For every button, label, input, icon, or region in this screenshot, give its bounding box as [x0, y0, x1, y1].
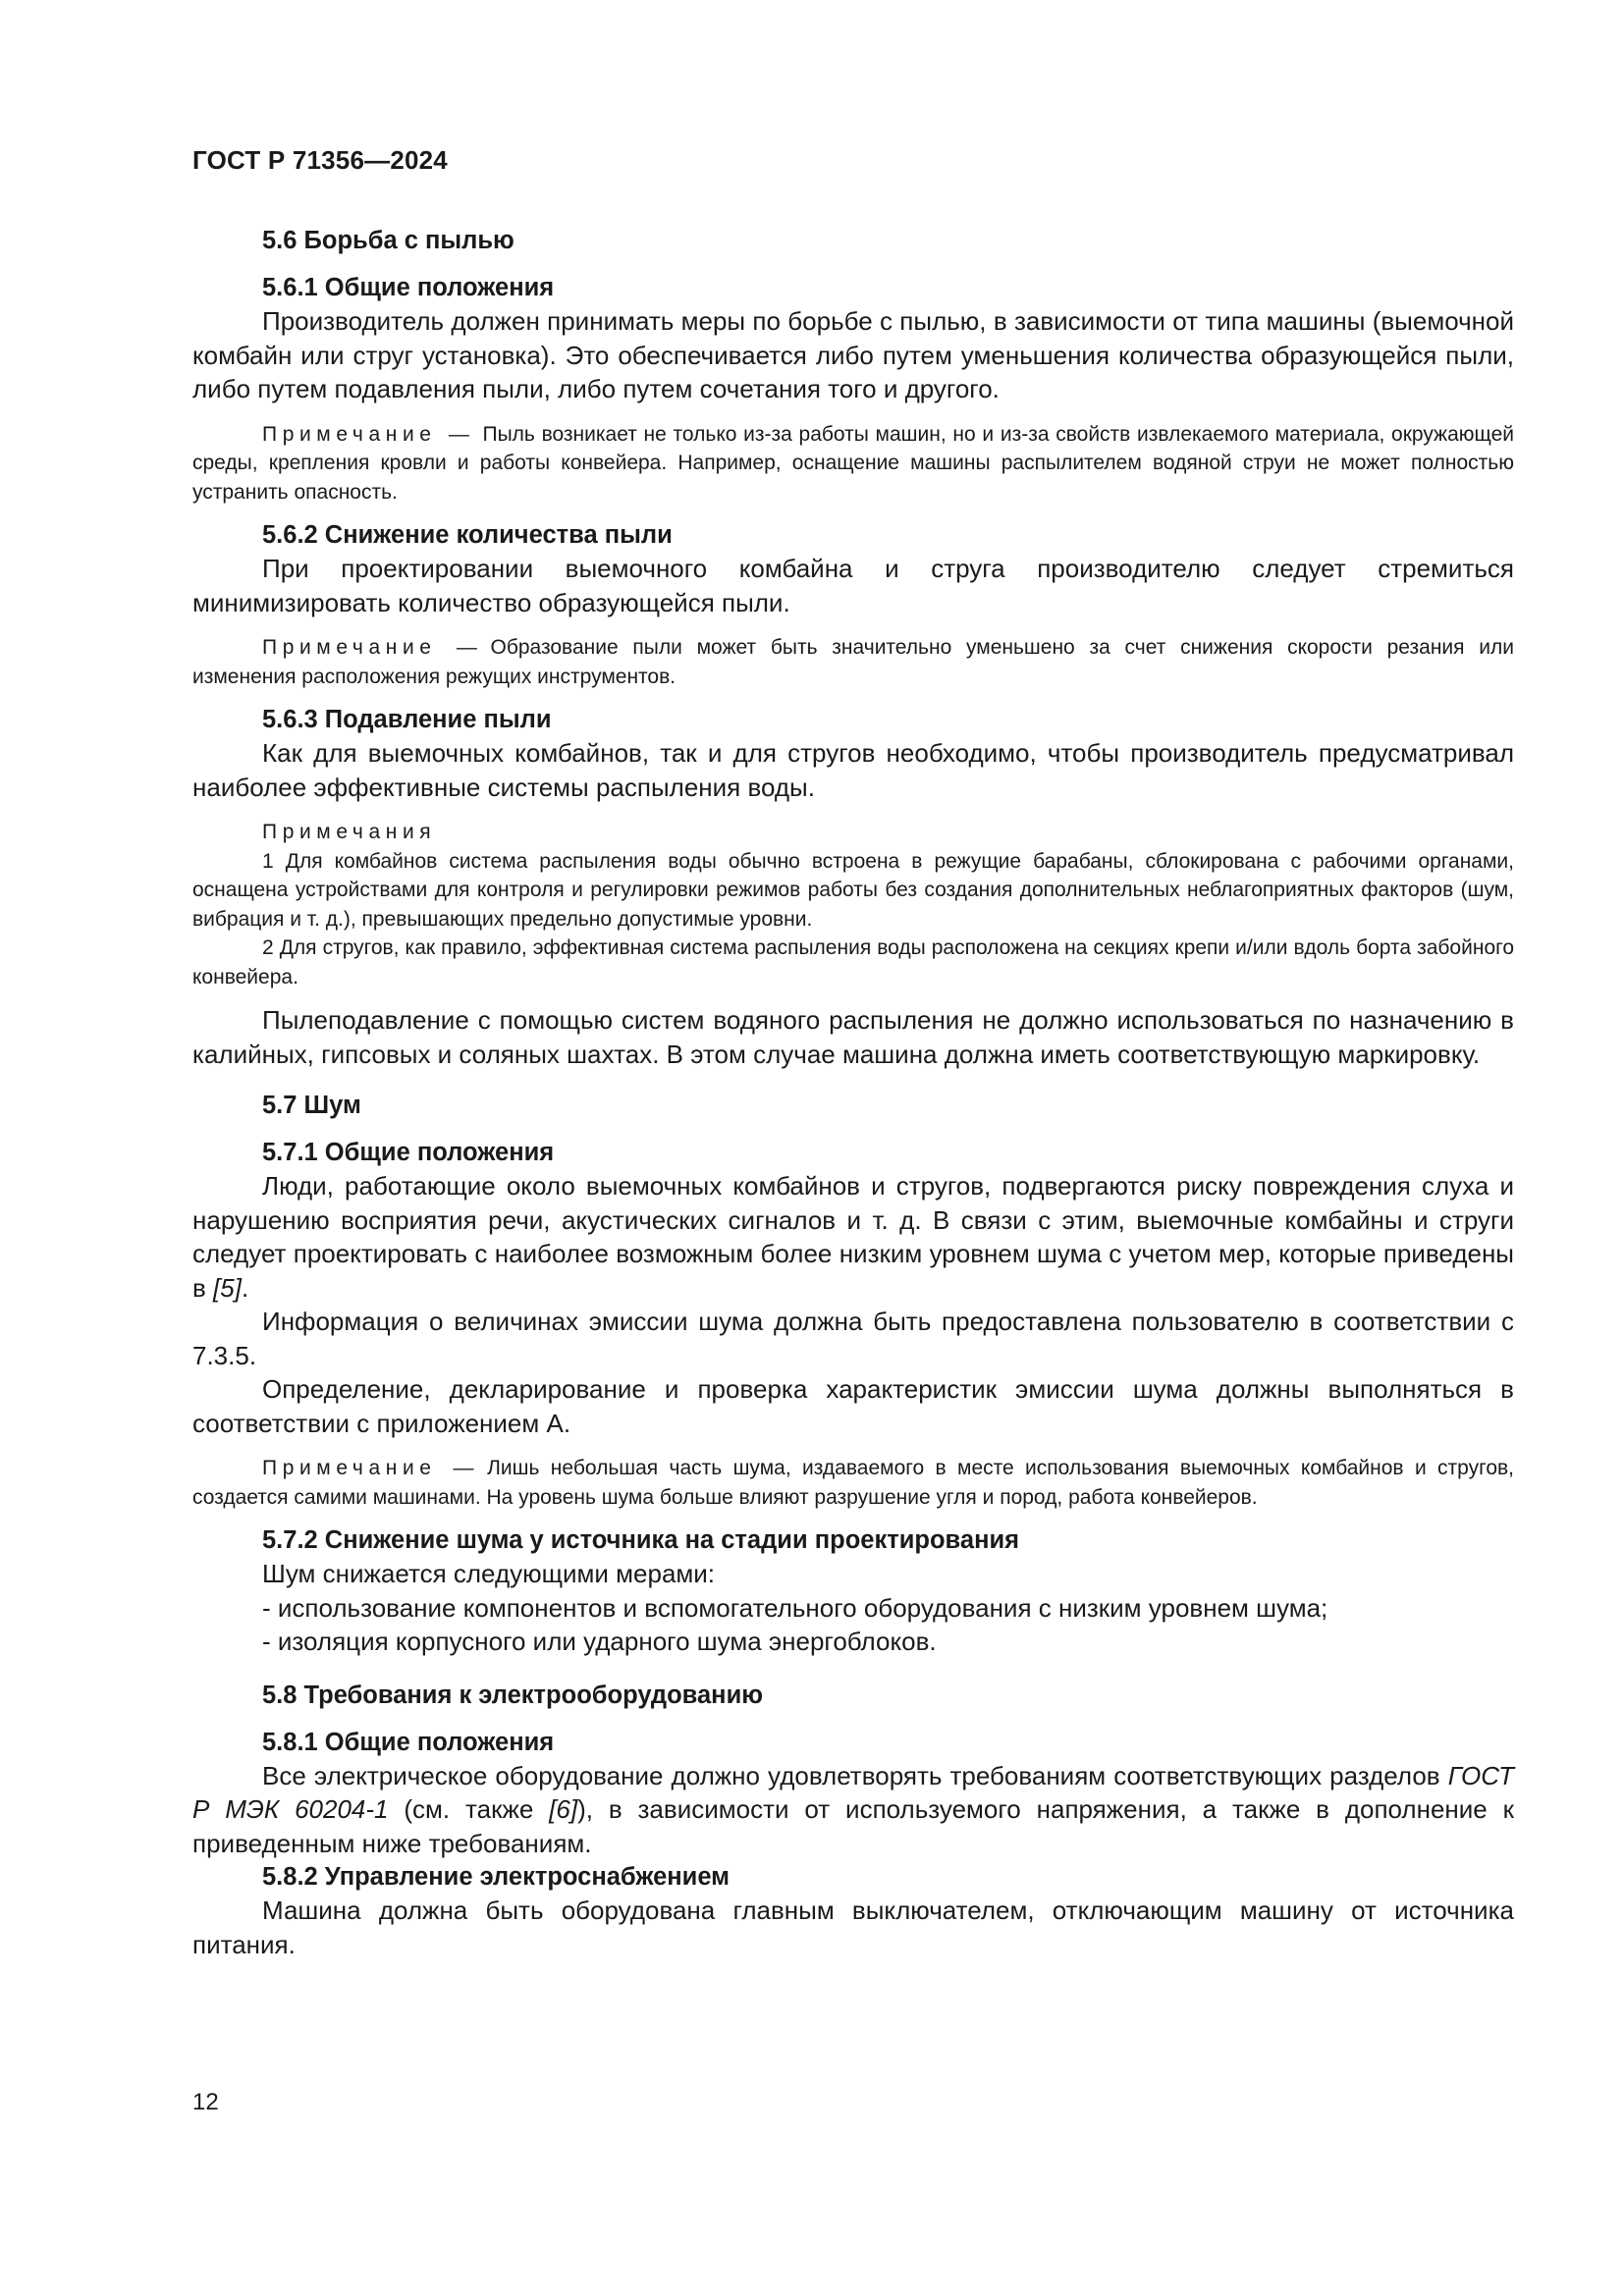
note-label: Примечание —	[262, 1457, 480, 1479]
subsection-heading: 5.6.2 Снижение количества пыли	[262, 521, 673, 549]
note	[192, 633, 1514, 691]
note-label: Примечание —	[262, 636, 483, 659]
paragraph: Производитель должен принимать меры по борьбе с пылью, в зависимости от типа машины (выемочной комбайн или струг установка). Это обеспечивается либо путем уменьшения количества образующейся пыли, либо путем подавления пыли, либо путем сочетания того и другого.	[192, 306, 1514, 403]
note-text: Лишь небольшая часть шума, издаваемого в месте использования выемочных комбайнов и стругов, создается самими машинами. На уровень шума больше влияют разрушение угля и пород, работа конвейеров.	[192, 1457, 1514, 1509]
subsection-heading: 5.8.2 Управление электроснабжением	[262, 1863, 731, 1891]
paragraph: Определение, декларирование и проверка характеристик эмиссии шума должны выполняться в соответствии с приложением А.	[192, 1374, 1514, 1438]
subsection-heading: 5.6.3 Подавление пыли	[262, 706, 552, 733]
page-number: 12	[192, 2089, 219, 2115]
note	[192, 420, 1514, 507]
paragraph: Информация о величинах эмиссии шума должна быть предоставлена пользователю в соответствии с 7.3.5.	[192, 1307, 1514, 1370]
document-header: ГОСТ Р 71356—2024	[192, 145, 448, 175]
section-heading: 5.7 Шум	[262, 1092, 361, 1119]
paragraph-text: Люди, работающие около выемочных комбайнов и стругов, подвергаются риску повреждения слуха и нарушению восприятия речи, акустических сигналов и т. д. В связи с этим, выемочные комбайны и струги следует проектировать с наиболее возможным более низким уровнем шума с учетом мер, которые приведены в	[192, 1171, 1514, 1303]
paragraph	[192, 1169, 1514, 1305]
reference-link: [5]	[213, 1272, 242, 1303]
note-text: Пыль возникает не только из-за работы машин, но и из-за свойств извлекаемого материала, окружающей среды, крепления кровли и работы конвейера. Например, оснащение машины распылителем водяной струи не может полностью устранить опасность.	[192, 422, 1514, 504]
note-label: Примечание —	[262, 422, 475, 446]
list-item: - использование компонентов и вспомогательного оборудования с низким уровнем шума;	[262, 1592, 1328, 1623]
paragraph-text: .	[241, 1272, 249, 1303]
subsection-heading: 5.6.1 Общие положения	[262, 274, 555, 301]
note-item: 1 Для комбайнов система распыления воды обычно встроена в режущие барабаны, сблокирована с рабочими органами, оснащена устройствами для контроля и регулировки режимов работы без создания дополнительных неблагоприятных факторов (шум, вибрация и т. д.), превышающих предельно допустимые уровни.	[192, 849, 1514, 931]
note	[192, 1454, 1514, 1512]
list-intro: Шум снижается следующими мерами:	[262, 1559, 716, 1588]
subsection-heading: 5.7.1 Общие положения	[262, 1139, 555, 1166]
note-text: Образование пыли может быть значительно уменьшено за счет снижения скорости резания или изменения расположения режущих инструментов.	[192, 636, 1514, 688]
paragraph: При проектировании выемочного комбайна и струга производителю следует стремиться минимизировать количество образующейся пыли.	[192, 554, 1514, 617]
list-item: - изоляция корпусного или ударного шума энергоблоков.	[262, 1627, 937, 1656]
document-content	[192, 224, 1514, 1961]
notes-title: Примечания	[262, 821, 437, 843]
paragraph: Машина должна быть оборудована главным выключателем, отключающим машину от источника питания.	[192, 1896, 1514, 1959]
paragraph-text: (см. также	[388, 1794, 550, 1824]
paragraph	[192, 1759, 1514, 1861]
paragraph-text: Все электрическое оборудование должно удовлетворять требованиям соответствующих разделов	[262, 1760, 1448, 1790]
paragraph: Как для выемочных комбайнов, так и для стругов необходимо, чтобы производитель предусматривал наиболее эффективные системы распыления воды.	[192, 738, 1514, 802]
standard-reference: ГОСТ Р МЭК 60204-1	[192, 1760, 1514, 1824]
paragraph: Пылеподавление с помощью систем водяного распыления не должно использоваться по назначению в калийных, гипсовых и соляных шахтах. В этом случае машина должна иметь соответствующую маркировку.	[192, 1005, 1514, 1069]
note-item: 2 Для стругов, как правило, эффективная система распыления воды расположена на секциях крепи и/или вдоль борта забойного конвейера.	[192, 936, 1514, 988]
paragraph-text: ), в зависимости от используемого напряжения, а также в дополнение к приведенным ниже требованиям.	[192, 1794, 1514, 1858]
subsection-heading: 5.7.2 Снижение шума у источника на стадии проектирования	[262, 1526, 1020, 1554]
section-heading: 5.8 Требования к электрооборудованию	[262, 1681, 764, 1709]
subsection-heading: 5.8.1 Общие положения	[262, 1728, 555, 1756]
section-heading: 5.6 Борьба с пылью	[262, 227, 514, 254]
reference-link: [6]	[549, 1794, 578, 1824]
